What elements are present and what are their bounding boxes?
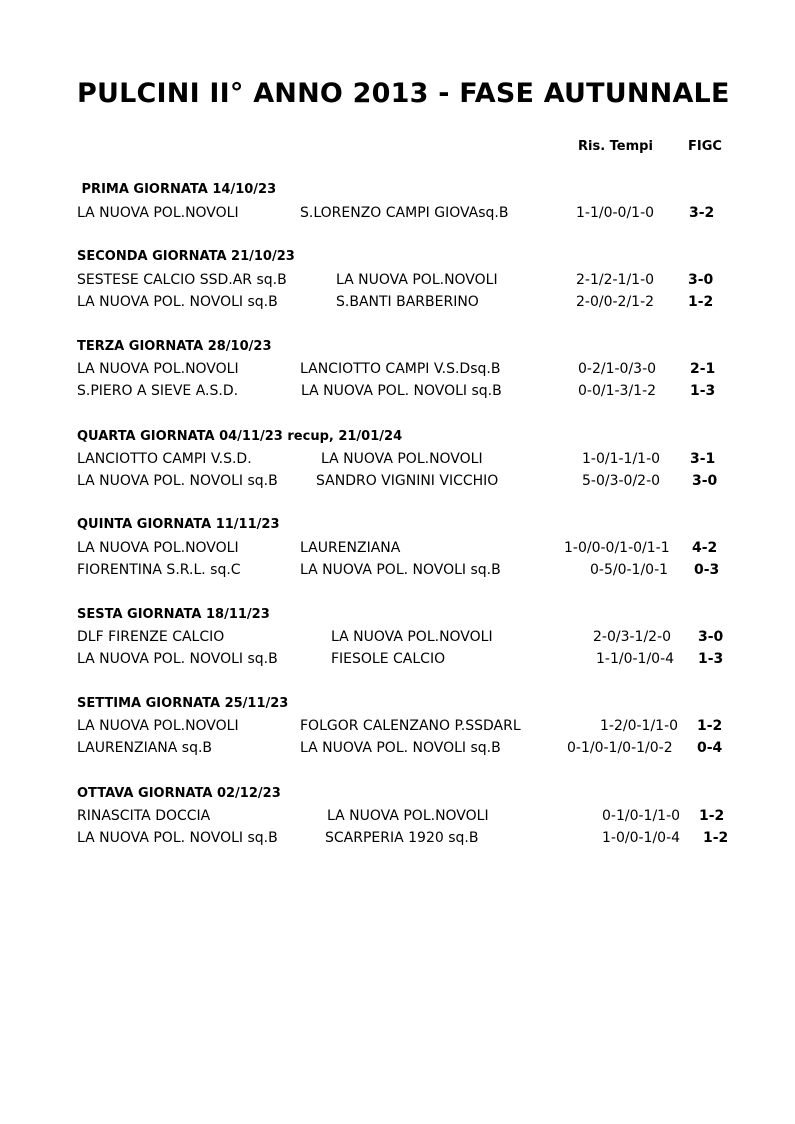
home-team: LA NUOVA POL.NOVOLI xyxy=(77,205,239,221)
away-team: S.BANTI BARBERINO xyxy=(336,294,479,310)
match-row xyxy=(0,651,795,671)
away-team: LANCIOTTO CAMPI V.S.Dsq.B xyxy=(300,361,501,377)
away-team: LAURENZIANA xyxy=(300,540,401,556)
round-heading: SESTA GIORNATA 18/11/23 xyxy=(77,607,270,622)
half-scores: 0-0/1-3/1-2 xyxy=(578,383,657,399)
home-team: LA NUOVA POL. NOVOLI sq.B xyxy=(77,651,278,667)
match-row xyxy=(0,361,795,381)
half-scores: 0-1/0-1/0-1/0-2 xyxy=(567,740,673,756)
match-row xyxy=(0,540,795,560)
column-header-figc: FIGC xyxy=(688,139,722,154)
half-scores: 1-1/0-0/1-0 xyxy=(576,205,655,221)
match-row xyxy=(0,629,795,649)
half-scores: 2-0/0-2/1-2 xyxy=(576,294,655,310)
home-team: RINASCITA DOCCIA xyxy=(77,808,211,824)
away-team: FIESOLE CALCIO xyxy=(331,651,446,667)
round-heading: SECONDA GIORNATA 21/10/23 xyxy=(77,249,295,264)
match-row xyxy=(0,808,795,828)
away-team: S.LORENZO CAMPI GIOVAsq.B xyxy=(300,205,509,221)
match-row xyxy=(0,740,795,760)
away-team: SANDRO VIGNINI VICCHIO xyxy=(316,473,499,489)
figc-result: 3-0 xyxy=(698,629,724,645)
half-scores: 0-2/1-0/3-0 xyxy=(578,361,657,377)
away-team: LA NUOVA POL. NOVOLI sq.B xyxy=(300,740,501,756)
figc-result: 1-2 xyxy=(697,718,723,734)
home-team: LA NUOVA POL. NOVOLI sq.B xyxy=(77,294,278,310)
home-team: LAURENZIANA sq.B xyxy=(77,740,213,756)
round-heading: TERZA GIORNATA 28/10/23 xyxy=(77,339,272,354)
figc-result: 2-1 xyxy=(690,361,716,377)
column-header-ris-tempi: Ris. Tempi xyxy=(578,139,653,154)
figc-result: 4-2 xyxy=(692,540,718,556)
half-scores: 1-0/1-1/1-0 xyxy=(582,451,661,467)
half-scores: 1-2/0-1/1-0 xyxy=(600,718,679,734)
half-scores: 1-1/0-1/0-4 xyxy=(596,651,675,667)
away-team: LA NUOVA POL.NOVOLI xyxy=(321,451,483,467)
figc-result: 1-2 xyxy=(688,294,714,310)
match-row xyxy=(0,383,795,403)
away-team: LA NUOVA POL.NOVOLI xyxy=(336,272,498,288)
away-team: LA NUOVA POL.NOVOLI xyxy=(327,808,489,824)
home-team: LA NUOVA POL. NOVOLI sq.B xyxy=(77,830,278,846)
match-row xyxy=(0,451,795,471)
home-team: S.PIERO A SIEVE A.S.D. xyxy=(77,383,239,399)
figc-result: 3-0 xyxy=(688,272,714,288)
round-heading: QUINTA GIORNATA 11/11/23 xyxy=(77,517,280,532)
match-row xyxy=(0,562,795,582)
away-team: LA NUOVA POL. NOVOLI sq.B xyxy=(300,562,501,578)
home-team: LA NUOVA POL. NOVOLI sq.B xyxy=(77,473,278,489)
match-row xyxy=(0,473,795,493)
home-team: LA NUOVA POL.NOVOLI xyxy=(77,361,239,377)
match-row xyxy=(0,205,795,225)
half-scores: 2-1/2-1/1-0 xyxy=(576,272,655,288)
figc-result: 3-1 xyxy=(690,451,716,467)
match-row xyxy=(0,830,795,850)
figc-result: 1-3 xyxy=(690,383,716,399)
round-heading: PRIMA GIORNATA 14/10/23 xyxy=(77,182,277,197)
half-scores: 1-0/0-0/1-0/1-1 xyxy=(564,540,670,556)
match-row xyxy=(0,272,795,292)
figc-result: 3-0 xyxy=(692,473,718,489)
half-scores: 1-0/0-1/0-4 xyxy=(602,830,681,846)
home-team: FIORENTINA S.R.L. sq.C xyxy=(77,562,241,578)
match-row xyxy=(0,718,795,738)
half-scores: 0-5/0-1/0-1 xyxy=(590,562,669,578)
home-team: LA NUOVA POL.NOVOLI xyxy=(77,718,239,734)
home-team: DLF FIRENZE CALCIO xyxy=(77,629,225,645)
home-team: LANCIOTTO CAMPI V.S.D. xyxy=(77,451,252,467)
away-team: LA NUOVA POL.NOVOLI xyxy=(331,629,493,645)
match-row xyxy=(0,294,795,314)
round-heading: OTTAVA GIORNATA 02/12/23 xyxy=(77,786,281,801)
figc-result: 1-3 xyxy=(698,651,724,667)
page-title: PULCINI II° ANNO 2013 - FASE AUTUNNALE xyxy=(77,78,730,109)
half-scores: 2-0/3-1/2-0 xyxy=(593,629,672,645)
home-team: LA NUOVA POL.NOVOLI xyxy=(77,540,239,556)
away-team: SCARPERIA 1920 sq.B xyxy=(325,830,479,846)
half-scores: 5-0/3-0/2-0 xyxy=(582,473,661,489)
round-heading: SETTIMA GIORNATA 25/11/23 xyxy=(77,696,289,711)
figc-result: 1-2 xyxy=(699,808,725,824)
home-team: SESTESE CALCIO SSD.AR sq.B xyxy=(77,272,287,288)
round-heading: QUARTA GIORNATA 04/11/23 recup, 21/01/24 xyxy=(77,429,403,444)
away-team: FOLGOR CALENZANO P.SSDARL xyxy=(300,718,521,734)
figc-result: 0-3 xyxy=(694,562,720,578)
figc-result: 1-2 xyxy=(703,830,729,846)
figc-result: 0-4 xyxy=(697,740,723,756)
figc-result: 3-2 xyxy=(689,205,715,221)
away-team: LA NUOVA POL. NOVOLI sq.B xyxy=(301,383,502,399)
half-scores: 0-1/0-1/1-0 xyxy=(602,808,681,824)
